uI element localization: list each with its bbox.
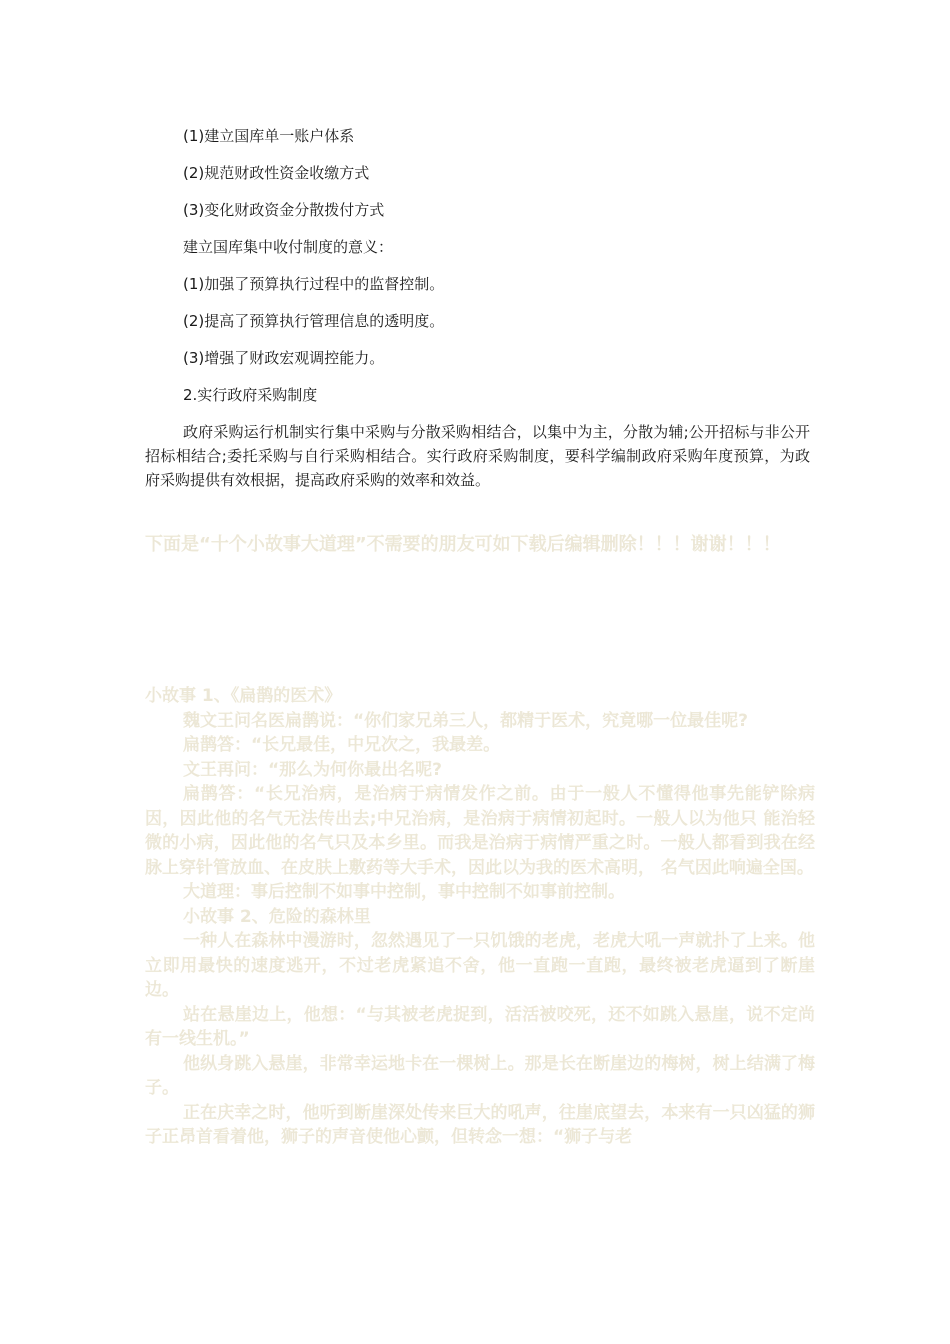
- story-paragraph: 魏文王问名医扁鹊说：“你们家兄弟三人，都精于医术，究竟哪一位最佳呢?: [183, 710, 749, 731]
- list-item: (3)增强了财政宏观调控能力。: [183, 349, 385, 367]
- delete-notice: 下面是“十个小故事大道理”不需要的朋友可如下载后编辑删除！！！谢谢！！！: [145, 534, 781, 555]
- list-item: (1)加强了预算执行过程中的监督控制。: [183, 275, 445, 293]
- story-lesson: 大道理：事后控制不如事中控制，事中控制不如事前控制。: [183, 882, 625, 902]
- story-paragraph: 站在悬崖边上，他想：“与其被老虎捉到，活活被咬死，还不如跳入悬崖，说不定尚有一线生机。”: [145, 1004, 815, 1049]
- section-heading: 建立国库集中收付制度的意义：: [183, 238, 394, 256]
- story-paragraph: 文王再问：“那么为何你最出名呢?: [183, 759, 443, 780]
- section-heading: 2.实行政府采购制度: [183, 386, 318, 404]
- body-paragraph: 政府采购运行机制实行集中采购与分散采购相结合，以集中为主，分散为辅;公开招标与非公开招标相结合;委托采购与自行采购相结合。实行政府采购制度，要科学编制政府采购年度预算，为政府采购提供有效根据，提高政府采购的效率和效益。: [145, 423, 810, 489]
- story-paragraph: 一种人在森林中漫游时，忽然遇见了一只饥饿的老虎，老虎大吼一声就扑了上来。他立即用最快的速度逃开，不过老虎紧追不舍，他一直跑一直跑，最终被老虎逼到了断崖边。: [145, 931, 815, 1000]
- story-title: 小故事 1、《扁鹊的医术》: [145, 686, 342, 706]
- list-item: (3)变化财政资金分散拨付方式: [183, 201, 385, 219]
- list-item: (2)规范财政性资金收缴方式: [183, 164, 370, 182]
- list-item: (2)提高了预算执行管理信息的透明度。: [183, 312, 445, 330]
- story-section: [145, 684, 815, 1150]
- story-paragraph: 他纵身跳入悬崖，非常幸运地卡在一棵树上。那是长在断崖边的梅树，树上结满了梅子。: [145, 1053, 815, 1098]
- story-paragraph: 正在庆幸之时，他听到断崖深处传来巨大的吼声，往崖底望去，本来有一只凶猛的狮子正昂首看着他，狮子的声音使他心颤，但转念一想：“狮子与老: [145, 1102, 815, 1147]
- story-paragraph: 扁鹊答：“长兄最佳，中兄次之，我最差。: [183, 735, 501, 755]
- list-item: (1)建立国库单一账户体系: [183, 127, 355, 145]
- story-paragraph: 扁鹊答：“长兄治病，是治病于病情发作之前。由于一般人不懂得他事先能铲除病因，因此他的名气无法传出去;中兄治病，是治病于病情初起时。一般人以为他只 能治轻微的小病，因此他的名气只及本乡里。而我是治病于病情严重之时。一般人都看到我在经脉上穿针管放血、在皮肤上敷药等大手术，因此以为我的医术高明， 名气因此响遍全国。: [145, 784, 815, 878]
- story-subtitle: 小故事 2、危险的森林里: [183, 906, 371, 927]
